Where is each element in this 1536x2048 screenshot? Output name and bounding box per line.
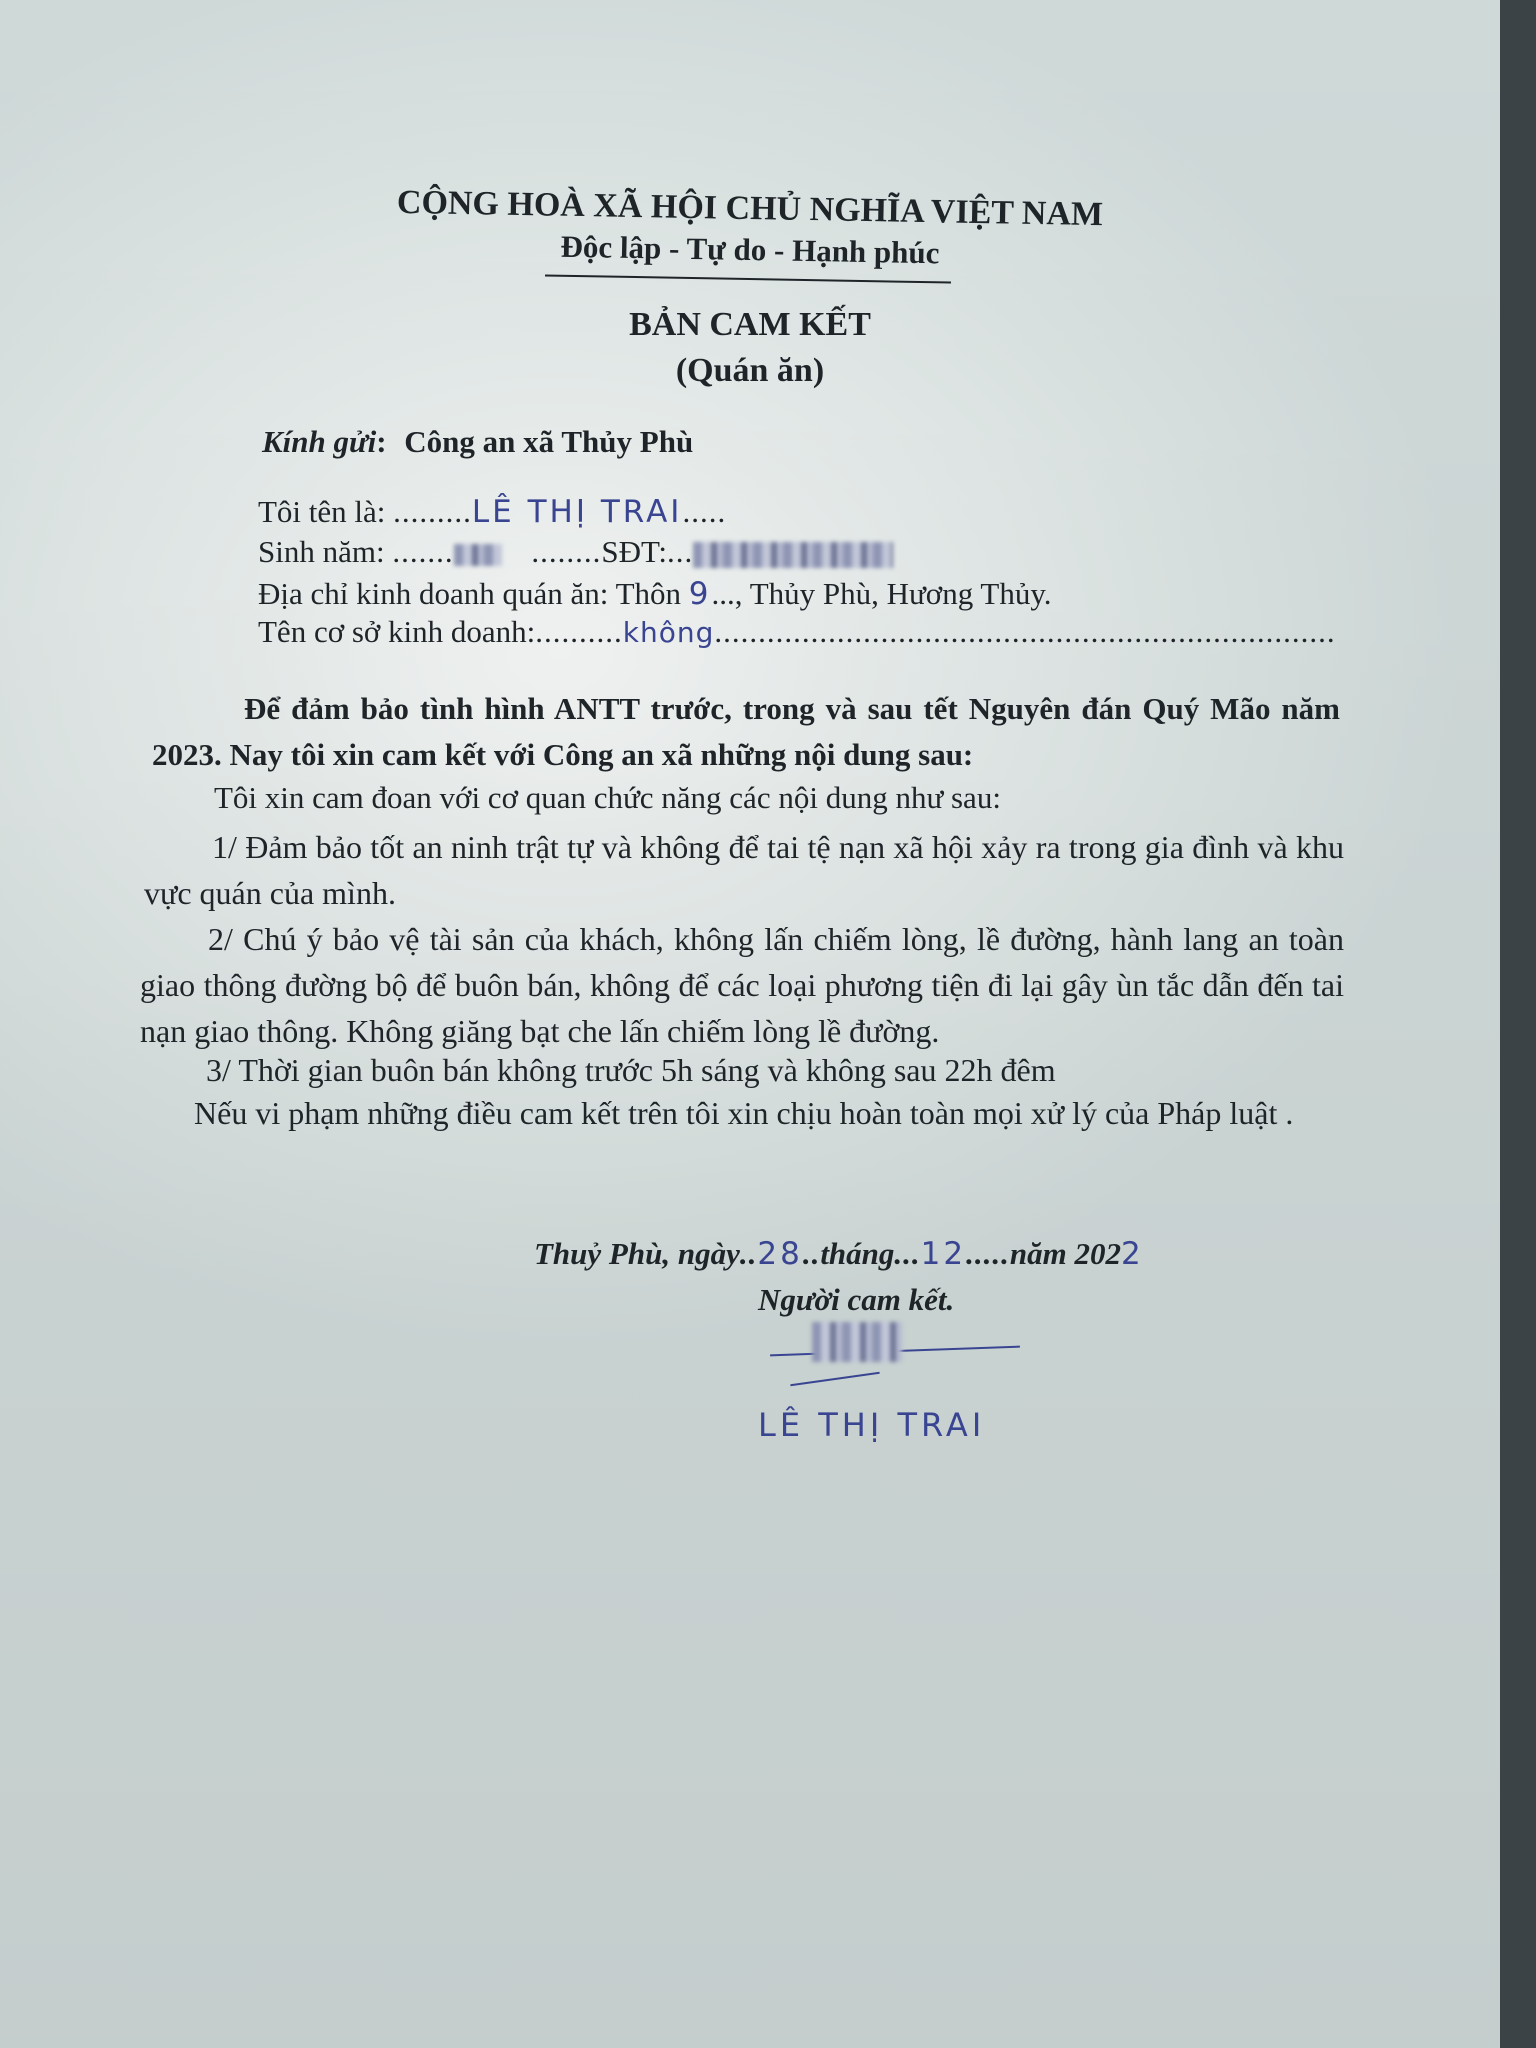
signer-label: Người cam kết. <box>758 1282 955 1317</box>
date-year-label: năm 202 <box>1009 1236 1121 1271</box>
birth-label: Sinh năm: <box>258 534 393 569</box>
recipient-label: Kính gửi <box>262 424 377 459</box>
motto: Độc lập - Tự do - Hạnh phúc <box>560 228 940 271</box>
name-handwritten: LÊ THỊ TRAI <box>471 494 683 530</box>
address-field <box>258 576 1052 612</box>
name-label: Tôi tên là: <box>258 494 394 529</box>
intro-bold-paragraph: Để đảm bảo tình hình ANTT trước, trong và sau tết Nguyên đán Quý Mão năm 2023. Nay tôi xin cam kết với Công an xã những nội dung sau: <box>152 691 1340 772</box>
redacted-birth-year <box>454 544 502 566</box>
redacted-phone <box>693 542 893 568</box>
commitment-item-2: 2/ Chú ý bảo vệ tài sản của khách, không lấn chiếm lòng, lề đường, hành lang an toàn giao thông đường bộ để buôn bán, không để các loại phương tiện đi lại gây ùn tắc dẫn đến tai nạn giao thông. Không giăng bạt che lấn chiếm lòng lề đường. <box>140 921 1344 1049</box>
name-field: Tôi tên là: .........LÊ THỊ TRAI..... <box>258 494 727 530</box>
date-line: Thuỷ Phù, ngày..28..tháng...12.....năm 2022 <box>534 1236 1141 1272</box>
intro-line: Tôi xin cam đoan với cơ quan chức năng các nội dung như sau: <box>214 780 1001 815</box>
signer-name-handwritten: LÊ THỊ TRAI <box>758 1406 986 1444</box>
date-year-digit-handwritten: 2 <box>1120 1236 1141 1272</box>
address-hamlet-handwritten: 9 <box>688 576 712 612</box>
birth-phone-field: Sinh năm: ....... ........SĐT:... <box>258 534 893 570</box>
motto-underline <box>545 274 951 283</box>
document-subtitle: (Quán ăn) <box>675 352 825 389</box>
date-place: Thuỷ Phù, ngày <box>534 1236 740 1271</box>
date-month-handwritten: 12 <box>920 1236 967 1272</box>
date-month-label: tháng <box>820 1236 895 1271</box>
commitment-item-3: 3/ Thời gian buôn bán không trước 5h sáng và không sau 22h đêm <box>206 1052 1056 1088</box>
phone-label: SĐT: <box>601 534 667 569</box>
nation-heading: CỘNG HOÀ XÃ HỘI CHỦ NGHĨA VIỆT NAM <box>396 183 1104 234</box>
business-name-field: Tên cơ sở kinh doanh:..........không....................................................................... <box>258 614 1336 649</box>
recipient-line: Kính gửi: Công an xã Thủy Phù <box>262 424 694 459</box>
commitment-item-1: 1/ Đảm bảo tốt an ninh trật tự và không để tai tệ nạn xã hội xảy ra trong gia đình và khu vực quán của mình. <box>144 829 1344 911</box>
business-label: Tên cơ sở kinh doanh: <box>258 614 536 649</box>
address-tail: ..., Thủy Phù, Hương Thủy. <box>711 576 1052 611</box>
address-label: Địa chỉ kinh doanh quán ăn: Thôn <box>258 576 689 611</box>
business-handwritten: không <box>622 616 715 649</box>
date-day-handwritten: 28 <box>757 1236 803 1272</box>
document-title: BẢN CAM KẾT <box>629 306 871 343</box>
closing-paragraph: Nếu vi phạm những điều cam kết trên tôi xin chịu hoàn toàn mọi xử lý của Pháp luật . <box>194 1095 1294 1131</box>
recipient-value: Công an xã Thủy Phù <box>404 424 694 459</box>
